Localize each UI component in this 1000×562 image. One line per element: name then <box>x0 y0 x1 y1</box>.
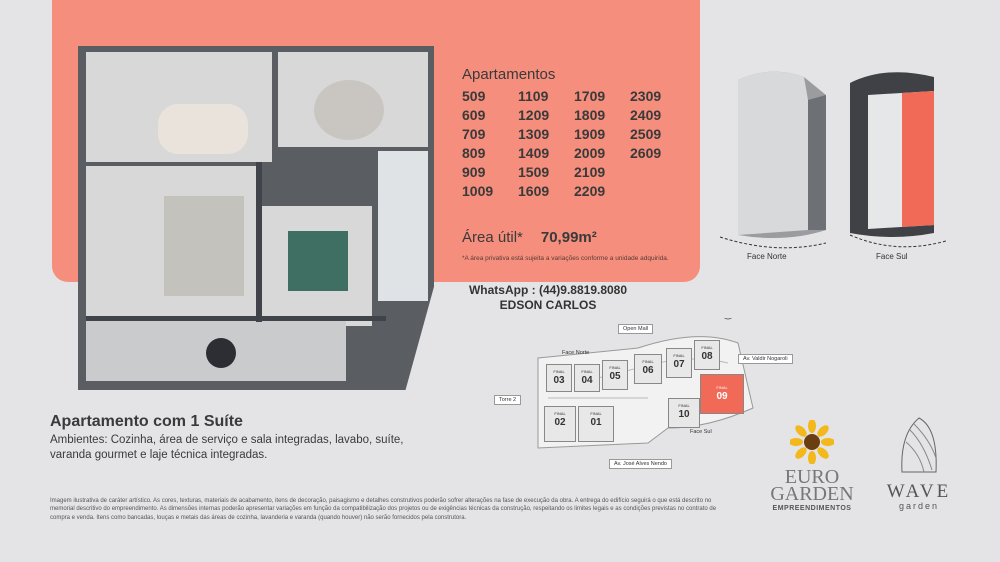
wave-logo-subtitle: garden <box>898 501 940 511</box>
unit-number: 709 <box>462 126 486 142</box>
wave-garden-logo <box>884 414 954 511</box>
dining-table <box>158 104 248 154</box>
unit-number: 609 <box>462 107 486 123</box>
street-label: Av. José Alves Nendo <box>609 459 672 469</box>
site-plan <box>488 318 788 478</box>
open-mall-label: Open Mall <box>618 324 653 334</box>
unit-number: 2509 <box>630 126 662 142</box>
round-rug <box>314 80 384 140</box>
apartment-description: Ambientes: Cozinha, área de serviço e sala integradas, lavabo, suíte, varanda gourmet e laje técnica integradas. <box>50 434 404 461</box>
unit-block: FINAL 06 <box>634 354 662 384</box>
face-sul-label: Face Sul <box>690 429 712 435</box>
area-label: Área útil* <box>462 229 523 246</box>
area-info <box>462 229 597 246</box>
unit-number: 1109 <box>518 88 549 104</box>
unit-number: 809 <box>462 145 486 161</box>
unit-block: FINAL 08 <box>694 340 720 370</box>
unit-block: FINAL 04 <box>574 364 600 392</box>
street-label: Av. Valdir Nogaroli <box>738 354 793 364</box>
unit-block-highlighted: FINAL 09 <box>700 374 744 414</box>
area-note: *A área privativa está sujeita a variações conforme a unidade adquirida. <box>462 255 669 262</box>
unit-number: 2609 <box>630 145 662 161</box>
unit-block: FINAL 07 <box>666 348 692 378</box>
unit-number: 1209 <box>518 107 550 123</box>
south-face-label: Face Sul <box>876 252 908 261</box>
apartment-title: Apartamento com 1 Suíte <box>50 413 243 430</box>
balcony-table <box>206 338 236 368</box>
unit-number: 1809 <box>574 107 606 123</box>
face-norte-label: Face Norte <box>562 350 590 356</box>
euro-garden-line1: EURO <box>784 466 840 488</box>
unit-number: 1509 <box>518 164 550 180</box>
wave-logo-name: WAVE <box>886 481 952 502</box>
bed <box>288 231 348 291</box>
torre-label: Torre 2 <box>494 395 521 405</box>
bathroom <box>378 151 428 301</box>
unit-block: FINAL 02 <box>544 406 576 442</box>
euro-garden-subtitle: EMPREENDIMENTOS <box>772 505 852 512</box>
unit-block: FINAL 01 <box>578 406 614 442</box>
unit-block: FINAL 10 <box>668 398 700 428</box>
euro-garden-logo <box>762 420 862 512</box>
contact-block <box>466 283 630 313</box>
unit-number: 2109 <box>574 164 606 180</box>
building-south-facade <box>846 65 956 260</box>
sun-icon <box>722 318 734 319</box>
unit-number: 909 <box>462 164 486 180</box>
north-face-label: Face Norte <box>747 252 787 261</box>
unit-number: 2209 <box>574 183 606 199</box>
unit-block: FINAL 03 <box>546 364 572 392</box>
apartments-list <box>462 66 692 199</box>
floor-plan-image <box>78 46 434 390</box>
sunflower-icon <box>790 420 834 464</box>
unit-number: 1309 <box>518 126 550 142</box>
unit-number: 1409 <box>518 145 550 161</box>
unit-number: 2009 <box>574 145 606 161</box>
interior-wall <box>256 162 262 322</box>
unit-number: 1609 <box>518 183 550 199</box>
unit-block: FINAL 05 <box>602 360 628 390</box>
apartments-heading: Apartamentos <box>462 66 556 83</box>
unit-number: 1909 <box>574 126 606 142</box>
unit-number: 1009 <box>462 183 494 199</box>
sofa <box>164 196 244 296</box>
wave-tower-icon <box>888 414 950 476</box>
unit-number-grid <box>462 88 692 199</box>
whatsapp-number: WhatsApp : (44)9.8819.8080 <box>468 283 628 297</box>
unit-number: 2409 <box>630 107 662 123</box>
building-north-facade <box>716 65 826 260</box>
contact-name: EDSON CARLOS <box>499 298 597 312</box>
interior-wall <box>86 316 386 321</box>
legal-disclaimer: Imagem ilustrativa de caráter artístico. As cores, texturas, materiais de acabamento, itens de decoração, paisagismo e detalhes construtivos poderão sofrer alterações na fase de execução da obra. A entrega do edifício seguirá o que está descrito no memorial descritivo do empreendimento. As dimensões internas poderão apresentar variações em função da compatibilização dos projetos ou de exigências técnicas da construção, respeitando os limites legais e as condições previstas no contrato de compra e venda. Itens como bancadas, louças e metais das áreas de cozinha, lavanderia e varanda (quando houver) não serão fornecidos pela construtora. <box>50 498 717 521</box>
euro-garden-line2: GARDEN <box>770 483 854 505</box>
area-value: 70,99m² <box>540 229 597 246</box>
unit-number: 2309 <box>630 88 662 104</box>
unit-number: 509 <box>462 88 486 104</box>
unit-number: 1709 <box>574 88 606 104</box>
